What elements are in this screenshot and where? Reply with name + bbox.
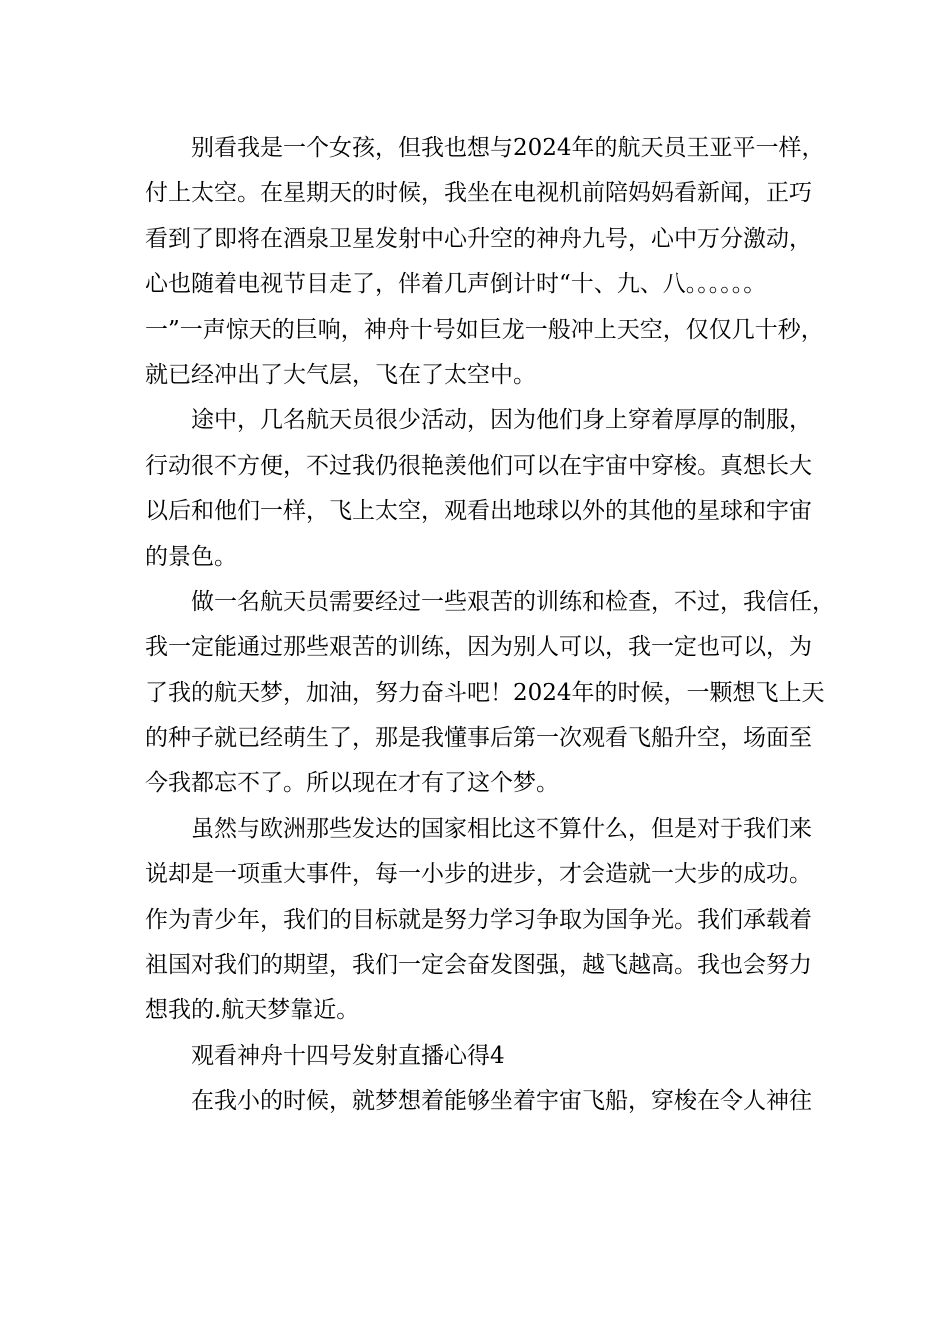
text-line: 今我都忘不了。所以现在才有了这个梦。 (145, 770, 559, 797)
text-line: 心也随着电视节目走了，伴着几声倒计时“十、九、八。。。。。。 (145, 271, 767, 298)
text-line: 别看我是一个女孩，但我也想与2024年的航天员王亚平一样， (191, 135, 825, 161)
document-body (145, 126, 835, 1125)
text-line: 做一名航天员需要经过一些艰苦的训练和检查，不过，我信任， (191, 588, 835, 615)
text-line: 祖国对我们的期望，我们一定会奋发图强，越飞越高。我也会努力 (145, 952, 812, 979)
text-line: 的景色。 (145, 543, 237, 570)
text-line: 以后和他们一样，飞上太空，观看出地球以外的其他的星球和宇宙 (145, 498, 812, 525)
text-line: 作为青少年，我们的目标就是努力学习争取为国争光。我们承载着 (145, 906, 812, 933)
text-line: 说却是一项重大事件，每一小步的进步，才会造就一大步的成功。 (145, 861, 812, 888)
text-line: 付上太空。在星期天的时候，我坐在电视机前陪妈妈看新闻，正巧 (145, 180, 812, 207)
text-line: 行动很不方便，不过我仍很艳羡他们可以在宇宙中穿梭。真想长大 (145, 452, 812, 479)
section-heading: 观看神舟十四号发射直播心得4 (191, 1042, 505, 1069)
text-line: 在我小的时候，就梦想着能够坐着宇宙飞船，穿梭在令人神往 (191, 1088, 812, 1115)
text-line: 看到了即将在酒泉卫星发射中心升空的神舟九号，心中万分激动， (145, 225, 812, 252)
text-line: 途中，几名航天员很少活动，因为他们身上穿着厚厚的制服， (191, 407, 812, 434)
text-line: 我一定能通过那些艰苦的训练，因为别人可以，我一定也可以，为 (145, 634, 812, 661)
text-line: 的种子就已经萌生了，那是我懂事后第一次观看飞船升空，场面至 (145, 725, 812, 752)
text-line: 一”一声惊天的巨响，神舟十号如巨龙一般冲上天空，仅仅几十秒， (145, 316, 824, 343)
text-line: 就已经冲出了大气层，飞在了太空中。 (145, 361, 536, 388)
text-line: 虽然与欧洲那些发达的国家相比这不算什么，但是对于我们来 (191, 815, 812, 842)
text-line: 了我的航天梦，加油，努力奋斗吧！2024年的时候，一颗想飞上天 (145, 679, 825, 706)
text-line: 想我的.航天梦靠近。 (145, 997, 360, 1024)
